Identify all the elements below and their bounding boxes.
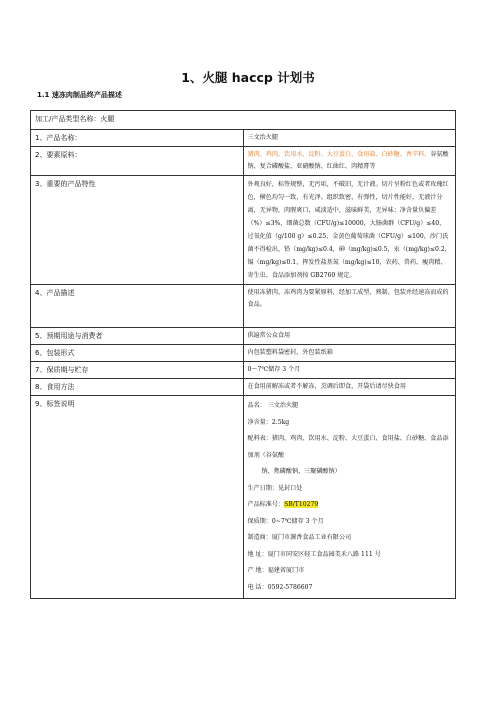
row-value: 内包装塑料袋密封，外包装纸箱: [243, 345, 456, 362]
table-header-row: [31, 111, 456, 130]
row-label: 9、标签说明: [31, 396, 244, 599]
ingredients-plain-text: 谷氨酸钠、复合磷酸盐、亚硝酸钠、红曲红、肉精膏等: [247, 151, 449, 170]
row-value: [243, 147, 456, 176]
table-row-ingredients: [31, 147, 456, 176]
section-subtitle: 1.1 速冻肉制品终产品描述: [37, 91, 122, 99]
label-ingredients-continued: 钠、焦磷酸钠、三聚磷酸钠）: [261, 468, 341, 475]
label-shelf-life: 保质期：0~7℃储存 3 个月: [247, 517, 324, 525]
row-value: 0～7℃储存 3 个月: [243, 362, 456, 379]
row-value: 三文治火腿: [243, 130, 456, 147]
row-label: 5、预期用途与消费者: [31, 328, 244, 345]
table-row-storage: [31, 362, 456, 379]
row-value: 外观良好，标签规整，无污垢，不破旧，无汁液。切片呈粉红色或者玫瑰红色，横色均匀一致，有光泽。组织致密，有弹性，切片性能好，无液汁分离，无异物，肉腥爽口，咸淡适中，滋味鲜美，无异味；净含量负偏差（%）≤3%，细菌总数（CFU/g)≤10000，大肠菌群（CFU/g）≤40，过氧化值（g/100 g）≤0.25，金黄色葡萄球菌（CFU/g）≤100，沙门氏菌不得检出，铅（mg/kg)≤0.4，砷（mg/kg)≤0.5，汞（(mg/kg)≤0.2，镉（mg/kg)≤0.1，挥发性盐基氮（mg/kg)≤10，农药、兽药、瘦肉精、寄生虫、食品添加剂按 GB2760 规定。: [243, 176, 456, 285]
row-label: 6、包装形式: [31, 345, 244, 362]
row-value: [243, 396, 456, 599]
row-label: 7、保质期与贮存: [31, 362, 244, 379]
row-label: 2、要素原料：: [31, 147, 244, 176]
table-row-name: [31, 130, 456, 147]
ingredients-highlighted-text: 猪肉、鸡肉、饮用水、淀粉、大豆蛋白、食用盐、白砂糖、香辛料、: [247, 151, 431, 158]
table-row-properties: [31, 176, 456, 285]
label-phone: 电 话：0592-5786607: [247, 583, 313, 591]
label-net-content: 净含量：2.5kg: [247, 418, 290, 426]
table-header-cell: 加工/产品类型名称：火腿: [31, 111, 456, 130]
label-ingredients: 配料表：猪肉、鸡肉、饮用水、淀粉、大豆蛋白、食用盐、白砂糖、食品添加剂（谷氨酸: [247, 435, 449, 459]
label-standard-code: SB/T10279: [284, 501, 319, 508]
row-label: 8、食用方法: [31, 379, 244, 396]
row-value: 在食用前解冻或者不解冻，烹调后即食，开袋后请尽快食用: [243, 379, 456, 396]
row-label: 1、产品名称：: [31, 130, 244, 147]
label-standard-prefix: 产品标准号：: [247, 501, 285, 508]
row-label: 3、重要的产品特性: [31, 176, 244, 285]
table-row-consumption: [31, 379, 456, 396]
table-row-labeling: [31, 396, 456, 599]
row-label: 4、产品描述: [31, 285, 244, 328]
product-description-table: [30, 110, 456, 599]
row-value: 供遍常公众食用: [243, 328, 456, 345]
label-standard: [248, 497, 452, 514]
document-title: 1、火腿 haccp 计划书: [181, 70, 315, 85]
row-value: 使用冻猪肉、冻鸡肉为要紧原料，经加工成型、熟制、包装并经速冻而成的食品。: [243, 285, 456, 328]
table-row-use: [31, 328, 456, 345]
label-product-name: 品名： 三文治火腿: [247, 402, 299, 409]
label-manufacturer: 制造商：厦门市源香食品工业有限公司: [247, 534, 352, 541]
table-row-description: [31, 285, 456, 328]
label-origin: 产 地：福建省厦门市: [247, 567, 305, 574]
label-production-date: 生产日期：见封口处: [247, 484, 303, 492]
table-row-packaging: [31, 345, 456, 362]
label-address: 地 址：厦门市同安区轻工食品园美禾八路 111 号: [247, 550, 381, 558]
